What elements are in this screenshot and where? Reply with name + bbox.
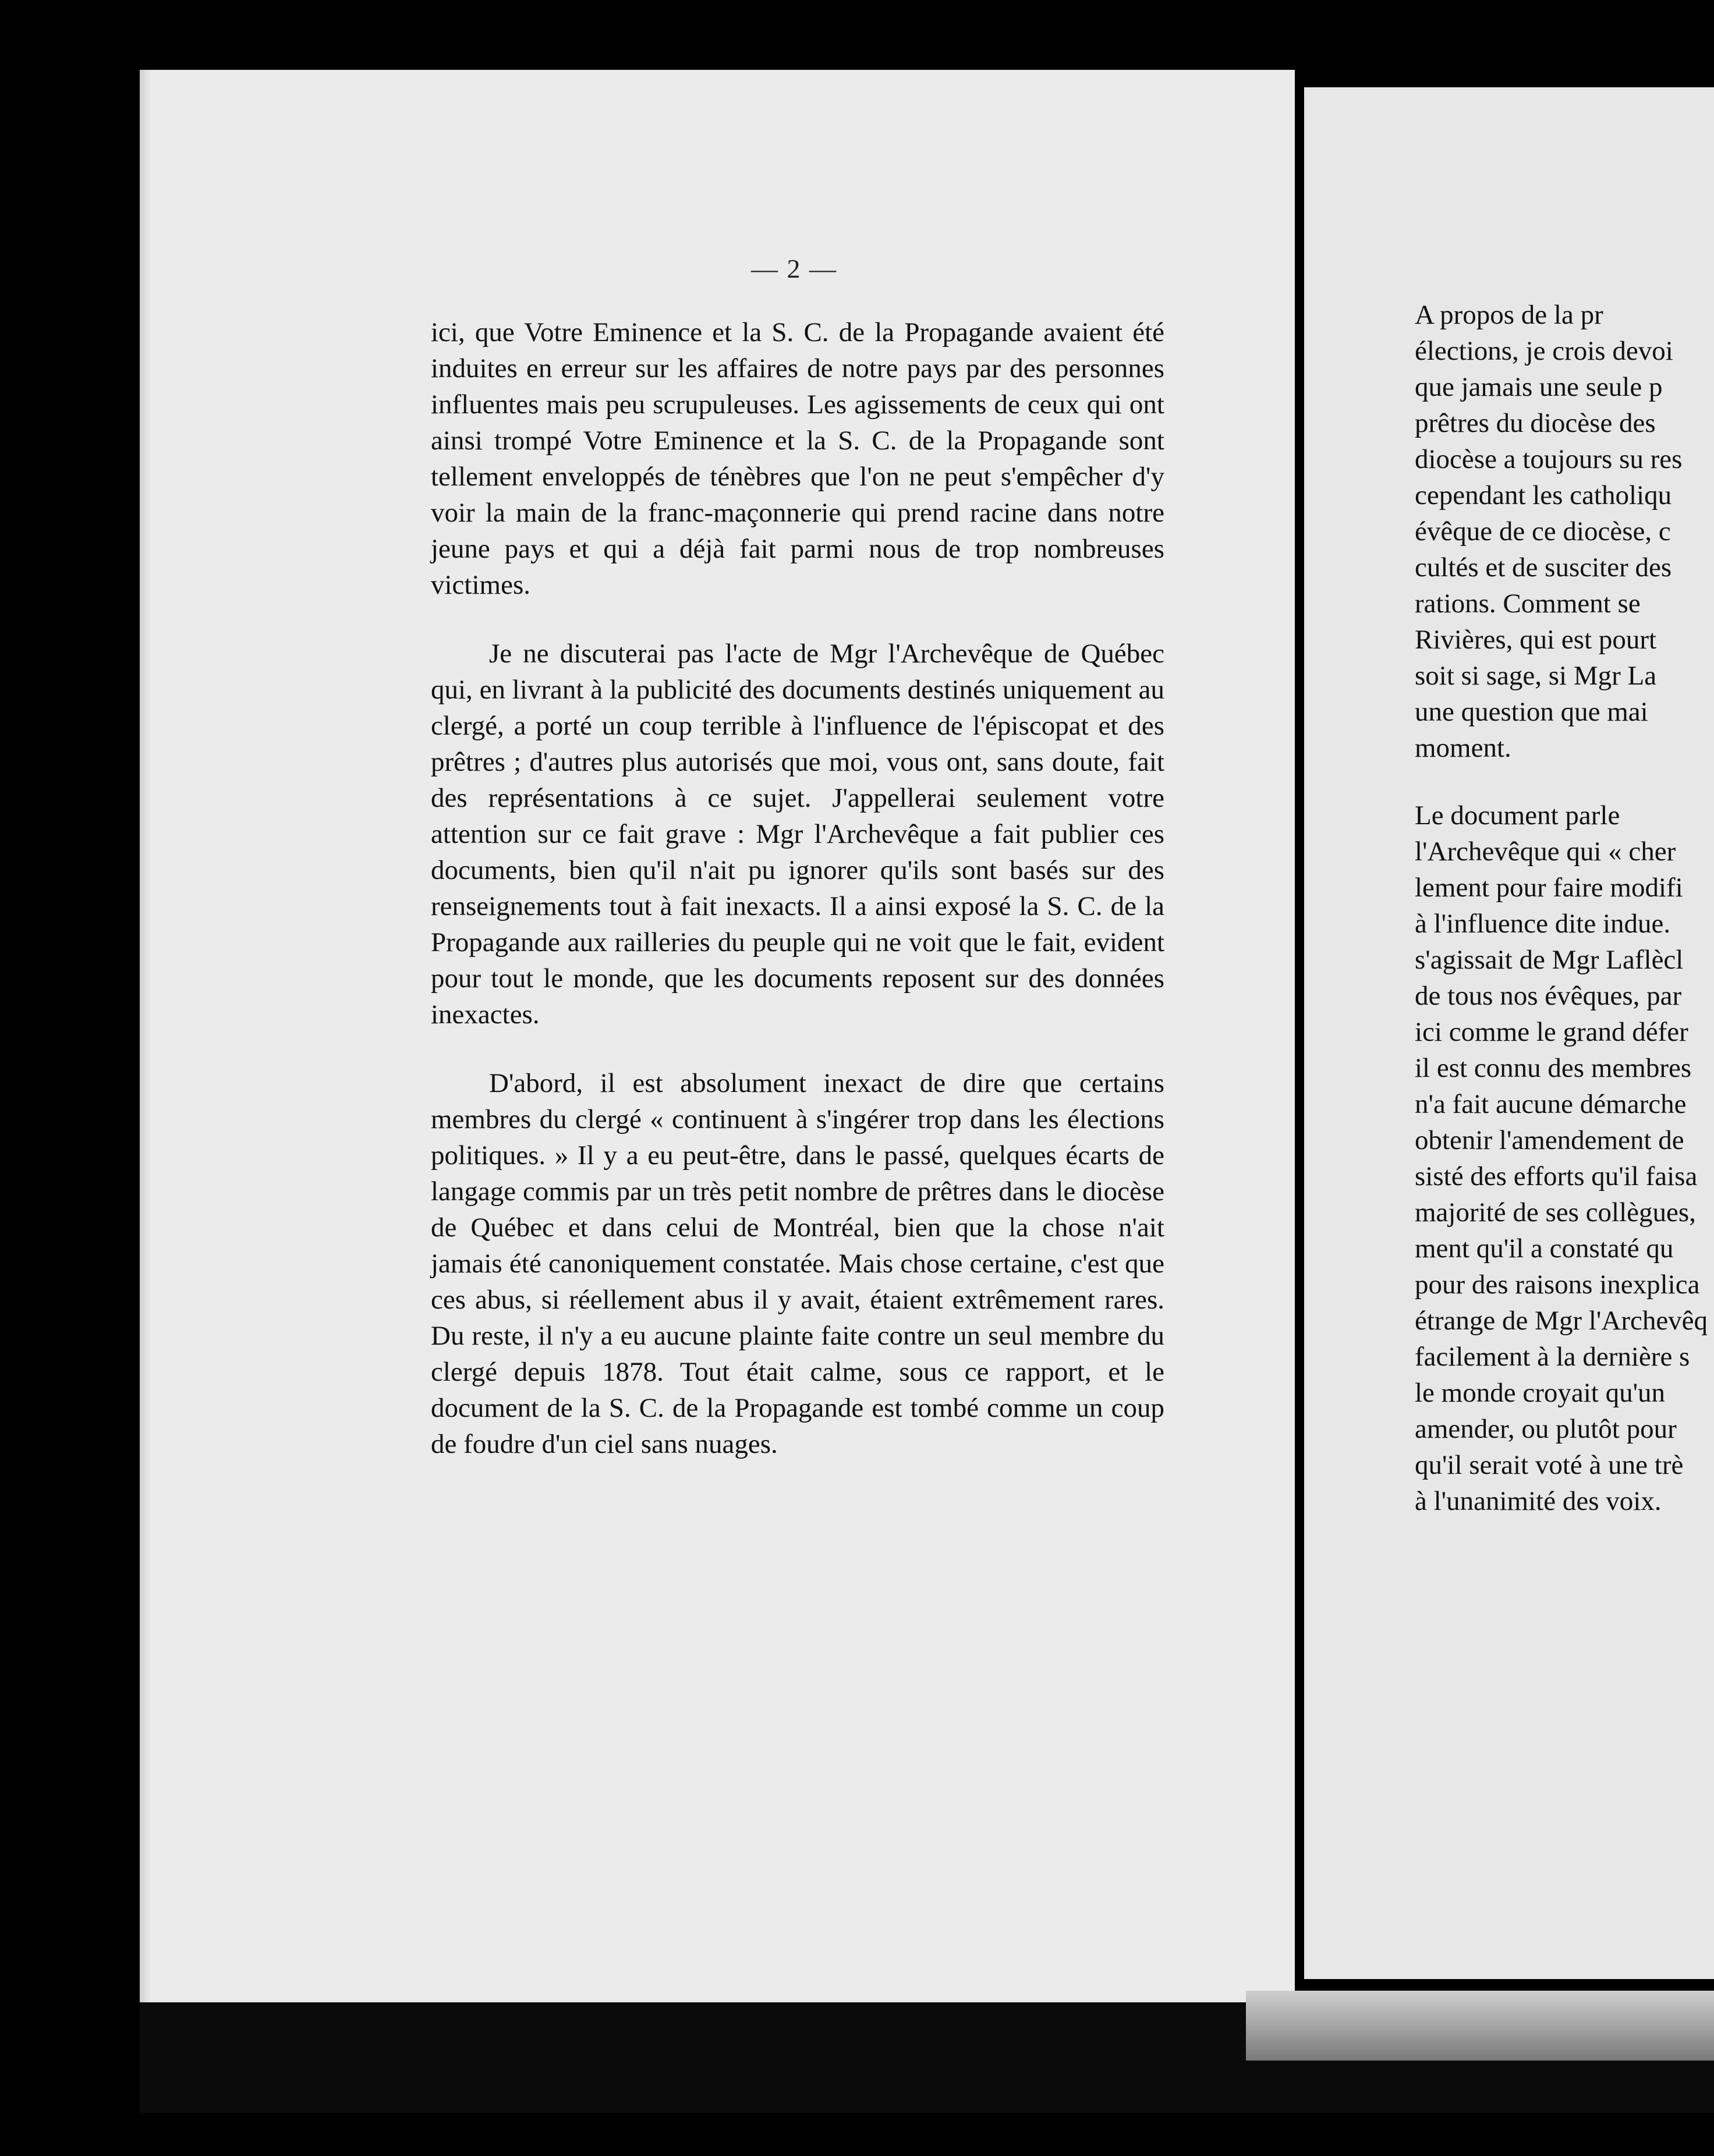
right-line: prêtres du diocèse des [1415,408,1656,438]
right-line: à l'unanimité des voix. [1415,1486,1662,1516]
right-line: diocèse a toujours su res [1415,444,1683,474]
right-line: le monde croyait qu'un [1415,1378,1666,1408]
right-line: n'a fait aucune démarche [1415,1089,1687,1119]
right-line: étrange de Mgr l'Archevêq [1415,1306,1708,1336]
right-line: ici comme le grand défer [1415,1017,1688,1047]
right-line: moment. [1415,733,1511,763]
right-line: élections, je crois devoi [1415,336,1673,366]
right-line: facilement à la dernière s [1415,1342,1690,1372]
left-page-text [431,314,1164,1495]
right-line: Rivières, qui est pourt [1415,625,1657,655]
right-line: pour des raisons inexplica [1415,1270,1700,1300]
paragraph-1: ici, que Votre Eminence et la S. C. de la Propagande avaient été induites en erreur sur les affaires de notre pays par des personnes influentes mais peu scrupuleuses. Les agissements de ceux qui ont ainsi trompé Votre Eminence et la S. C. de la Propagande sont tellement enveloppés de ténèbres que l'on ne peut s'empêcher d'y voir la main de la franc-maçonnerie qui prend racine dans notre jeune pays et qui a déjà fait parmi nous de trop nombreuses victimes. [431,317,1164,600]
paragraph-2: Je ne discuterai pas l'acte de Mgr l'Archevêque de Québec qui, en livrant à la publicité des documents destinés uniquement au clergé, a porté un coup terrible à l'influence de l'épiscopat et des prêtres ; d'autres plus autorisés que moi, vous ont, sans doute, fait des représentations à ce sujet. J'appellerai seulement votre attention sur ce fait grave : Mgr l'Archevêque a fait publier ces documents, bien qu'il n'ait pu ignorer qu'ils sont basés sur des renseignements tout à fait inexacts. Il a ainsi exposé la S. C. de la Propagande aux railleries du peuple qui ne voit que le fait, evident pour tout le monde, que les documents reposent sur des données inexactes. [431,639,1164,1030]
right-line: obtenir l'amendement de [1415,1125,1684,1155]
right-page-text [1415,297,1714,1519]
right-line: il est connu des membres [1415,1053,1692,1083]
right-line: lement pour faire modifi [1415,873,1683,903]
right-line: amender, ou plutôt pour [1415,1414,1677,1444]
right-line: ment qu'il a constaté qu [1415,1233,1674,1264]
right-line: l'Archevêque qui « cher [1415,836,1676,867]
page-number: — 2 — [751,254,837,283]
right-line: soit si sage, si Mgr La [1415,661,1657,691]
right-line: rations. Comment se [1415,588,1641,619]
right-line: à l'influence dite indue. [1415,909,1671,939]
right-line: s'agissait de Mgr Laflècl [1415,945,1684,975]
right-line: sisté des efforts qu'il faisa [1415,1161,1698,1192]
left-page-edge-shadow [140,70,150,2002]
right-line: cependant les catholiqu [1415,480,1672,510]
right-line: Le document parle [1415,800,1620,831]
right-line: qu'il serait voté à une trè [1415,1450,1684,1480]
paragraph-gap [1415,766,1714,797]
right-line: une question que mai [1415,697,1648,727]
right-line: majorité de ses collègues, [1415,1197,1696,1228]
right-line: que jamais une seule p [1415,372,1663,402]
page-stack-edge [1246,1991,1714,2061]
right-line: cultés et de susciter des [1415,552,1672,583]
right-line: de tous nos évêques, par [1415,981,1682,1011]
right-line: A propos de la pr [1415,300,1603,330]
right-line: évêque de ce diocèse, c [1415,516,1671,547]
paragraph-3: D'abord, il est absolument inexact de dire que certains membres du clergé « continuent à s'ingérer trop dans les élections politiques. » Il y a eu peut-être, dans le passé, quelques écarts de langage commis par un très petit nombre de prêtres dans le diocèse de Québec et dans celui de Montréal, bien que la chose n'ait jamais été canoniquement constatée. Mais chose certaine, c'est que ces abus, si réellement abus il y avait, étaient extrêmement rares. Du reste, il n'y a eu aucune plainte faite contre un seul membre du clergé depuis 1878. Tout était calme, sous ce rapport, et le document de la S. C. de la Propagande est tombé comme un coup de foudre d'un ciel sans nuages. [431,1068,1164,1459]
